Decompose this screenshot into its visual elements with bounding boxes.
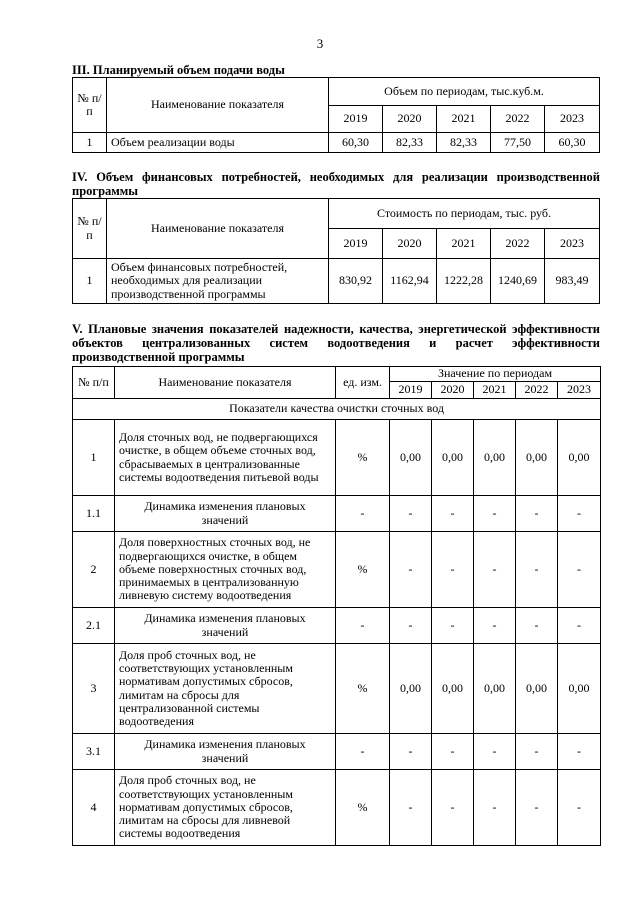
year-header: 2023 — [545, 229, 600, 259]
year-header: 2021 — [437, 106, 491, 133]
row-value: - — [474, 608, 516, 644]
row-value: - — [516, 608, 558, 644]
row-value: - — [432, 608, 474, 644]
row-value: 0,00 — [432, 420, 474, 496]
row-value: 983,49 — [545, 259, 600, 304]
col-num-header: № п/п — [73, 199, 107, 259]
row-name: Доля проб сточных вод, не соответствующих установленным нормативам допустимых сбросов, лимитам на сбросы для централизованной системы водоотведения — [115, 644, 336, 734]
row-value: - — [474, 532, 516, 608]
col-name-header: Наименование показателя — [115, 367, 336, 399]
row-num: 3 — [73, 644, 115, 734]
table-row — [73, 133, 600, 153]
row-value: - — [432, 532, 474, 608]
col-group-header: Значение по периодам — [390, 367, 601, 382]
row-value: - — [516, 734, 558, 770]
section-4-title: IV. Объем финансовых потребностей, необходимых для реализации производственной программы — [72, 170, 600, 198]
row-num: 2 — [73, 532, 115, 608]
row-value: 1222,28 — [437, 259, 491, 304]
year-header: 2022 — [516, 382, 558, 399]
row-name: Доля сточных вод, не подвергающихся очистке, в общем объеме сточных вод, сбрасываемых в централизованные системы водоотведения питьевой воды — [115, 420, 336, 496]
row-value: 60,30 — [545, 133, 600, 153]
year-header: 2021 — [437, 229, 491, 259]
water-supply-table — [72, 77, 600, 153]
row-num: 1 — [73, 133, 107, 153]
year-header: 2020 — [383, 106, 437, 133]
row-value: - — [390, 770, 432, 846]
section-3-title: III. Планируемый объем подачи воды — [72, 63, 285, 77]
row-num: 1.1 — [73, 496, 115, 532]
row-unit: % — [336, 420, 390, 496]
row-value: - — [432, 496, 474, 532]
row-value: 0,00 — [432, 644, 474, 734]
row-value: 830,92 — [329, 259, 383, 304]
row-value: - — [390, 608, 432, 644]
row-name: Динамика изменения плановых значений — [115, 496, 336, 532]
row-unit: % — [336, 532, 390, 608]
row-value: 82,33 — [383, 133, 437, 153]
row-num: 3.1 — [73, 734, 115, 770]
table-row — [73, 608, 601, 644]
table-row — [73, 259, 600, 304]
row-num: 4 — [73, 770, 115, 846]
row-value: - — [516, 532, 558, 608]
financial-needs-table — [72, 198, 600, 304]
col-name-header: Наименование показателя — [107, 199, 329, 259]
reliability-indicators-table — [72, 366, 601, 846]
row-value: 60,30 — [329, 133, 383, 153]
row-value: - — [474, 496, 516, 532]
table-row — [73, 496, 601, 532]
year-header: 2020 — [383, 229, 437, 259]
row-num: 1 — [73, 420, 115, 496]
col-group-header: Объем по периодам, тыс.куб.м. — [329, 78, 600, 106]
row-value: - — [474, 734, 516, 770]
table-row — [73, 644, 601, 734]
row-num: 1 — [73, 259, 107, 304]
row-value: 82,33 — [437, 133, 491, 153]
row-value: - — [558, 734, 601, 770]
row-unit: % — [336, 770, 390, 846]
row-value: 77,50 — [491, 133, 545, 153]
row-value: 0,00 — [474, 644, 516, 734]
col-num-header: № п/п — [73, 78, 107, 133]
row-name: Динамика изменения плановых значений — [115, 608, 336, 644]
row-value: 0,00 — [390, 420, 432, 496]
row-value: 0,00 — [516, 644, 558, 734]
row-value: - — [432, 770, 474, 846]
subheader: Показатели качества очистки сточных вод — [73, 399, 601, 420]
row-value: 0,00 — [516, 420, 558, 496]
row-value: - — [558, 496, 601, 532]
row-value: 0,00 — [558, 644, 601, 734]
row-name: Динамика изменения плановых значений — [115, 734, 336, 770]
year-header: 2019 — [390, 382, 432, 399]
row-unit: - — [336, 496, 390, 532]
year-header: 2022 — [491, 106, 545, 133]
row-name: Объем финансовых потребностей, необходимых для реализации производственной программы — [107, 259, 329, 304]
row-value: - — [516, 496, 558, 532]
row-name: Доля проб сточных вод, не соответствующих установленным нормативам допустимых сбросов, лимитам на сбросы для ливневой системы водоотведения — [115, 770, 336, 846]
row-value: 0,00 — [558, 420, 601, 496]
row-value: 1240,69 — [491, 259, 545, 304]
row-unit: % — [336, 644, 390, 734]
year-header: 2022 — [491, 229, 545, 259]
row-name: Доля поверхностных сточных вод, не подвергающихся очистке, в общем объеме поверхностных сточных вод, принимаемых в централизованную ливневую систему водоотведения — [115, 532, 336, 608]
col-num-header: № п/п — [73, 367, 115, 399]
row-value: - — [516, 770, 558, 846]
table-row — [73, 734, 601, 770]
table-row — [73, 770, 601, 846]
row-num: 2.1 — [73, 608, 115, 644]
row-unit: - — [336, 608, 390, 644]
table-row — [73, 420, 601, 496]
col-unit-header: ед. изм. — [336, 367, 390, 399]
row-value: 0,00 — [390, 644, 432, 734]
year-header: 2020 — [432, 382, 474, 399]
row-value: 1162,94 — [383, 259, 437, 304]
year-header: 2019 — [329, 229, 383, 259]
year-header: 2021 — [474, 382, 516, 399]
row-unit: - — [336, 734, 390, 770]
year-header: 2023 — [545, 106, 600, 133]
row-value: - — [390, 734, 432, 770]
row-value: - — [474, 770, 516, 846]
row-name: Объем реализации воды — [107, 133, 329, 153]
row-value: - — [390, 532, 432, 608]
row-value: - — [558, 532, 601, 608]
row-value: - — [558, 770, 601, 846]
section-5-title: V. Плановые значения показателей надежности, качества, энергетической эффективности объектов централизованных систем водоотведения и расчет эффективности производственной программы — [72, 322, 600, 364]
row-value: - — [558, 608, 601, 644]
row-value: - — [390, 496, 432, 532]
year-header: 2023 — [558, 382, 601, 399]
col-group-header: Стоимость по периодам, тыс. руб. — [329, 199, 600, 229]
col-name-header: Наименование показателя — [107, 78, 329, 133]
row-value: 0,00 — [474, 420, 516, 496]
page-number: 3 — [316, 36, 324, 51]
year-header: 2019 — [329, 106, 383, 133]
table-row — [73, 532, 601, 608]
row-value: - — [432, 734, 474, 770]
